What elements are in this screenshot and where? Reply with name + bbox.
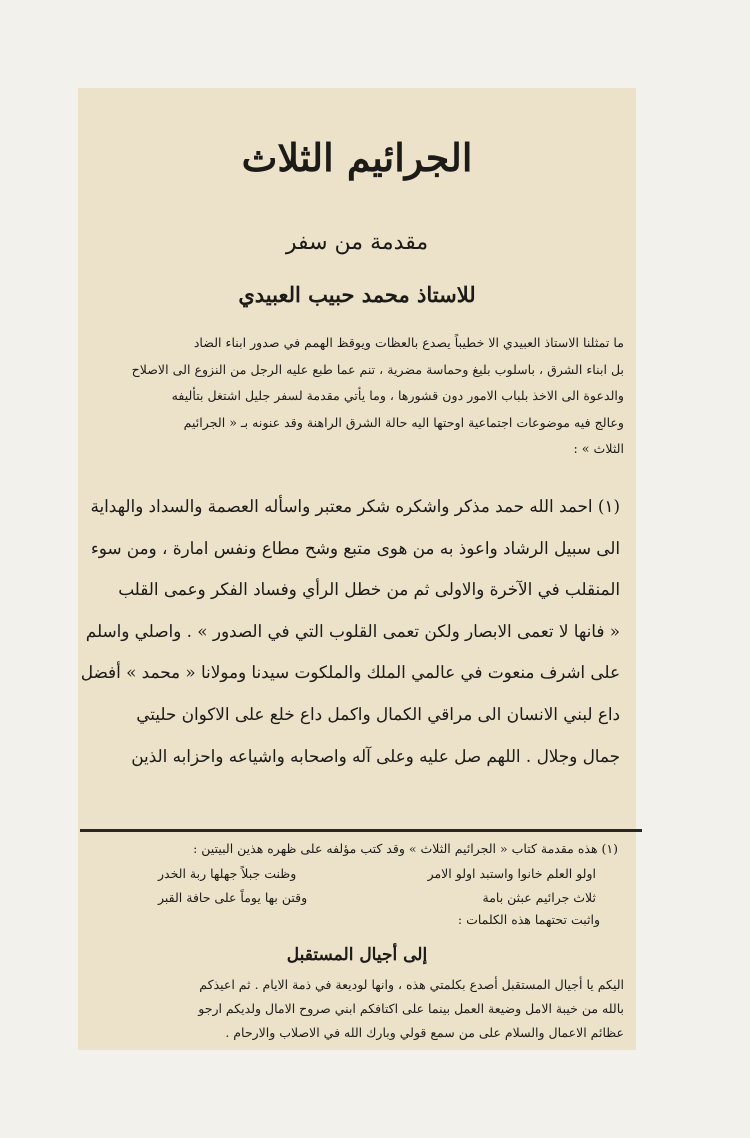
verse-row (158, 886, 596, 910)
body-line: جمال وجلال . اللهم صل عليه وعلى آله واصحابه واشياعه واحزابه الذين (131, 745, 620, 766)
verse-second-hemistich: وظنت جبلاً جهلها ربة الخدر (158, 866, 297, 881)
verse-second-hemistich: وقتن بها يوماً على حافة القبر (158, 890, 308, 905)
closing-line: اليكم يا أجيال المستقبل أصدع بكلمتي هذه ، وانها لوديعة في ذمة الايام . ثم اعيذكم (199, 977, 624, 992)
author-line: للاستاذ محمد حبيب العبيدي (238, 282, 476, 307)
intro-line: بل ابناء الشرق ، باسلوب بليغ وحماسة مضرية ، تنم عما طبع عليه الرجل من النزوع الى الاصلاح (131, 361, 624, 377)
footnote-closing-line: واثبت تحتهما هذه الكلمات : (457, 912, 600, 927)
body-line: على اشرف منعوت في عالمي الملك والملكوت سيدنا ومولانا « محمد » أفضل (80, 662, 620, 683)
subtitle: مقدمة من سفر (285, 230, 429, 255)
intro-line: ما تمثلنا الاستاذ العبيدي الا خطيباً يصدع بالعظات ويوقظ الهمم في صدور ابناء الضاد (193, 335, 624, 350)
verse-first-hemistich: اولو العلم خانوا واستبد اولو الامر (427, 866, 596, 881)
section-heading: إلى أجيال المستقبل (286, 945, 428, 965)
verse-block (158, 862, 596, 910)
closing-paragraph (100, 973, 624, 1045)
body-line: الى سبيل الرشاد واعوذ به من هوى متبع وشح مطاع ونفس امارة ، ومن سوء (90, 537, 620, 558)
closing-line: بالله من خيبة الامل وضيعة العمل بينما على اكتافكم ابني صروح الامال ولديكم ارجو (198, 1001, 624, 1016)
verse-row (158, 862, 596, 886)
verse-first-hemistich: ثلاث جرائيم عبثن بامة (482, 890, 596, 905)
body-line: « فانها لا تعمى الابصار ولكن تعمى القلوب التي في الصدور » . واصلي واسلم (85, 620, 620, 641)
intro-line: والدعوة الى الاخذ بلباب الامور دون قشورها ، وما يأتي مقدمة لسفر جليل اشتغل بتأليفه (171, 388, 624, 404)
intro-paragraph (96, 330, 624, 463)
body-line: داع لبني الانسان الى مراقي الكمال واكمل داع خلع على الاكوان حليتي (136, 703, 620, 724)
intro-line: الثلاث » : (573, 441, 624, 457)
body-line: المنقلب في الآخرة والاولى ثم من خطل الرأي وفساد الفكر وعمى القلب (118, 579, 620, 600)
closing-line: عظائم الاعمال والسلام على من سمع قولي وبارك الله في الاصلاب والارحام . (225, 1025, 624, 1040)
intro-line: وعالج فيه موضوعات اجتماعية اوحتها اليه حالة الشرق الراهنة وقد عنونه بـ « الجرائيم (183, 414, 624, 430)
scanned-page (78, 88, 636, 1050)
footnote-intro: (١) هذه مقدمة كتاب « الجرائيم الثلاث » وقد كتب مؤلفه على ظهره هذين البيتين : (193, 841, 618, 856)
footnote-divider (80, 829, 642, 832)
body-line: (١) احمد الله حمد مذكر واشكره شكر معتبر واسأله العصمة والسداد والهداية (90, 496, 620, 516)
main-body-text (80, 486, 620, 777)
page-title: الجرائيم الثلاث (241, 135, 473, 180)
